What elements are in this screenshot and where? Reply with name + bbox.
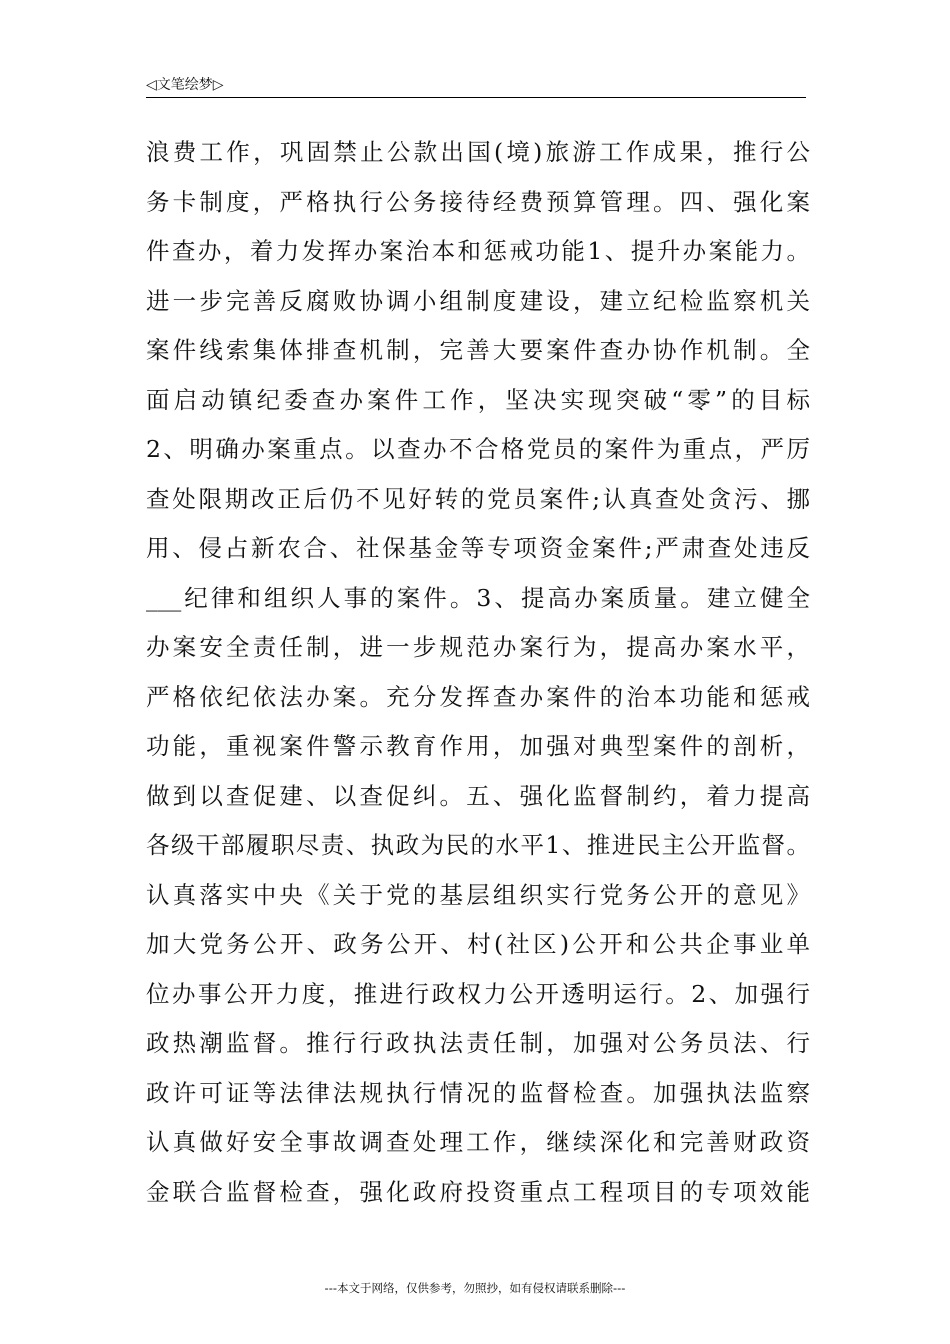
body-line: 金联合监督检查，强化政府投资重点工程项目的专项效能 xyxy=(146,1177,810,1206)
body-line: 功能，重视案件警示教育作用，加强对典型案件的剖析， xyxy=(146,732,810,760)
page-header-title: ◁文笔绘梦▷ xyxy=(146,77,224,93)
body-line: 面启动镇纪委查办案件工作，坚决实现突破“零”的目标 xyxy=(146,385,810,414)
body-line: 办案安全责任制，进一步规范办案行为，提高办案水平， xyxy=(146,633,810,661)
body-line: 件查办，着力发挥办案治本和惩戒功能1、提升办案能力。 xyxy=(146,237,810,265)
body-line: ___纪律和组织人事的案件。3、提高办案质量。建立健全 xyxy=(146,583,810,612)
body-line: 认真落实中央《关于党的基层组织实行党务公开的意见》 xyxy=(146,880,810,909)
body-line: 各级干部履职尽责、执政为民的水平1、推进民主公开监督。 xyxy=(146,831,810,859)
body-line: 政热潮监督。推行行政执法责任制，加强对公务员法、行 xyxy=(146,1029,810,1057)
page-footer-disclaimer: ---本文于网络，仅供参考，勿照抄，如有侵权请联系删除--- xyxy=(324,1281,626,1295)
body-line: 政许可证等法律法规执行情况的监督检查。加强执法监察 xyxy=(146,1078,810,1107)
body-line: 做到以查促建、以查促纠。五、强化监督制约，着力提高 xyxy=(146,781,810,810)
body-line: 案件线索集体排查机制，完善大要案件查办协作机制。全 xyxy=(146,336,810,364)
body-line: 查处限期改正后仍不见好转的党员案件;认真查处贪污、挪 xyxy=(146,484,810,513)
header-divider xyxy=(146,97,806,98)
body-line: 严格依纪依法办案。充分发挥查办案件的治本功能和惩戒 xyxy=(146,682,810,711)
body-line: 认真做好安全事故调查处理工作，继续深化和完善财政资 xyxy=(146,1128,810,1156)
body-line: 务卡制度，严格执行公务接待经费预算管理。四、强化案 xyxy=(146,187,810,216)
body-line: 位办事公开力度，推进行政权力公开透明运行。2、加强行 xyxy=(146,979,810,1008)
document-body xyxy=(146,128,810,1217)
body-line: 用、侵占新农合、社保基金等专项资金案件;严肃查处违反 xyxy=(146,534,810,562)
body-line: 浪费工作，巩固禁止公款出国(境)旅游工作成果，推行公 xyxy=(146,138,810,166)
body-line: 进一步完善反腐败协调小组制度建设，建立纪检监察机关 xyxy=(146,286,810,315)
body-line: 2、明确办案重点。以查办不合格党员的案件为重点，严厉 xyxy=(146,435,810,463)
body-line: 加大党务公开、政务公开、村(社区)公开和公共企事业单 xyxy=(146,930,810,958)
